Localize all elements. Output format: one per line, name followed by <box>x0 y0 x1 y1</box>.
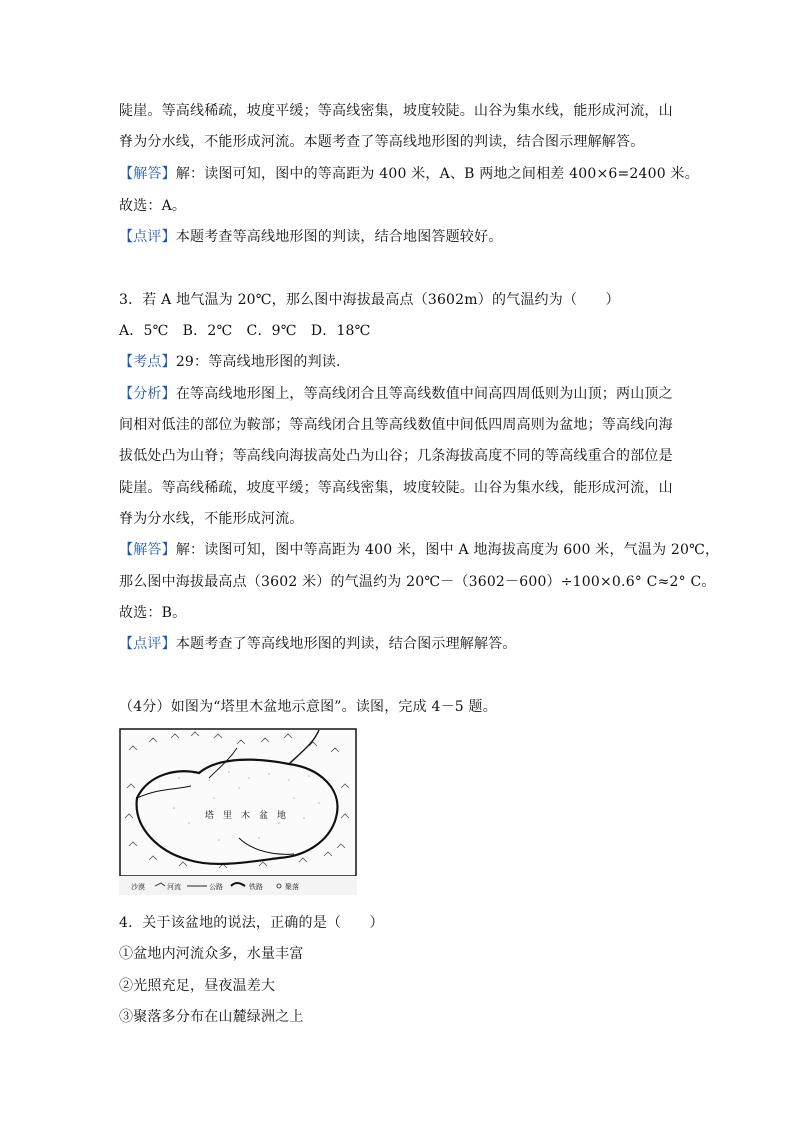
answer-tag: 【解答】 <box>119 166 176 182</box>
legend-road: 公路 <box>209 883 223 891</box>
question-4-item-2: ②光照充足，昼夜温差大 <box>119 978 276 994</box>
answer-line <box>119 164 699 184</box>
question-3-options: A．5℃ B．2℃ C．9℃ D．18℃ <box>119 323 371 339</box>
text-line: 故选：B。 <box>119 605 187 621</box>
point-text: 29：等高线地形图的判读． <box>175 354 351 370</box>
question-group-intro: （4分）如图为“塔里木盆地示意图”。读图，完成 4－5 题。 <box>119 699 497 715</box>
answer-line <box>119 540 719 560</box>
comment-text: 本题考查了等高线地形图的判读，结合图示理解解答。 <box>175 636 517 652</box>
analysis-tag: 【分析】 <box>119 386 176 402</box>
analysis-text: 在等高线地形图上，等高线闭合且等高线数值中间高四周低则为山顶；两山顶之 <box>175 386 673 402</box>
legend-box <box>119 876 357 895</box>
text-line: 陡崖。等高线稀疏，坡度平缓；等高线密集，坡度较陡。山谷为集水线，能形成河流，山 <box>119 103 673 119</box>
legend-railway: 铁路 <box>249 883 263 891</box>
point-tag: 【考点】 <box>119 354 176 370</box>
question-3: 3．若 A 地气温为 20℃，那么图中海拔最高点（3602m）的气温约为（ ） <box>119 292 620 308</box>
text-line: 脊为分水线，不能形成河流。 <box>119 511 304 527</box>
comment-tag: 【点评】 <box>119 636 176 652</box>
question-4: 4．关于该盆地的说法，正确的是（ ） <box>119 915 384 931</box>
legend-settlement: 聚落 <box>285 883 299 891</box>
text-line: 脊为分水线，不能形成河流。本题考查了等高线地形图的判读，结合图示理解解答。 <box>119 134 645 150</box>
comment-text: 本题考查等高线地形图的判读，结合地图答题较好。 <box>175 229 503 245</box>
comment-line <box>119 227 502 247</box>
point-line <box>119 352 350 372</box>
text-line: 陡崖。等高线稀疏，坡度平缓；等高线密集，坡度较陡。山谷为集水线，能形成河流，山 <box>119 480 673 496</box>
legend-river: 河流 <box>167 883 181 891</box>
answer-text: 解：读图可知，图中的等高距为 400 米，A、B 两地之间相差 400×6=2400 米。 <box>175 166 699 182</box>
text-line: 拔低处凸为山脊；等高线向海拔高处凸为山谷；几条海拔高度不同的等高线重合的部位是 <box>119 448 673 464</box>
comment-tag: 【点评】 <box>119 229 176 245</box>
question-4-item-1: ①盆地内河流众多，水量丰富 <box>119 946 304 962</box>
text-line: 间相对低洼的部位为鞍部；等高线闭合且等高线数值中间低四周高则为盆地；等高线向海 <box>119 417 673 433</box>
answer-text: 解：读图可知，图中等高距为 400 米，图中 A 地海拔高度为 600 米，气温为 20℃， <box>175 542 720 558</box>
analysis-line <box>119 384 673 404</box>
map-frame <box>120 729 356 876</box>
comment-line <box>119 634 517 654</box>
text-line: 故选：A。 <box>119 198 187 214</box>
tarim-basin-map <box>119 728 357 895</box>
map-title: 塔里木盆地 <box>205 810 296 820</box>
answer-tag: 【解答】 <box>119 542 176 558</box>
legend-desert: 沙漠 <box>131 883 145 891</box>
text-line: 那么图中海拔最高点（3602 米）的气温约为 20℃－（3602－600）÷100×0.6° C≈2° C。 <box>119 574 716 590</box>
question-4-item-3: ③聚落多分布在山麓绿洲之上 <box>119 1009 304 1025</box>
